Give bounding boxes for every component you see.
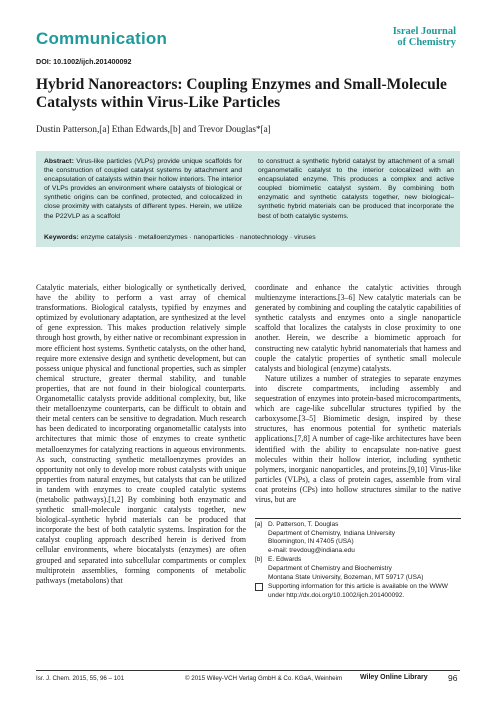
affiliation-line: E. Edwards [268, 556, 302, 564]
footer-citation: Isr. J. Chem. 2015, 55, 96 – 101 [36, 675, 125, 682]
supporting-info [255, 583, 461, 600]
body-right-column [255, 283, 461, 505]
abstract-right-column: to construct a synthetic hybrid catalyst by attachment of a small organometallic catalyst to the interior colocalized with an encapsulated enzyme. This produces a complex and active coupled biomimetic catalyst system. By combining both enzymatic and synthetic catalysts together, new biological–synthetic hybrid materials can be produced that incorporate the best of both catalytic systems. [258, 158, 454, 220]
abstract-left-column [44, 157, 242, 221]
affiliation-line: Bloomington, IN 47405 (USA) [268, 538, 354, 546]
footer-divider [36, 670, 460, 671]
supporting-info-box-icon [255, 583, 263, 594]
page-number: 96 [448, 673, 458, 683]
abstract-text-left: Virus-like particles (VLPs) provide unique scaffolds for the construction of coupled catalyst systems by attachment and encapsulation of catalysts within their hollow interiors. The interior of VLPs provides an environment where catalysts of biological or synthetic origins can be confined, protected, and colocalized in close proximity with catalysts of different types. Herein, we utilize the P22VLP as a scaffold [44, 158, 242, 220]
keywords-label: Keywords: [44, 234, 79, 241]
affiliation-a [255, 521, 461, 555]
body-paragraph: Nature utilizes a number of strategies to separate enzymes into discrete compartments, including assembly and sequestration of enzymes into protein-based microcompartments, which are cage-like subcellular structures typified by the carboxysome.[3–5] Biomimetic design, inspired by these structures, has enormous potential for synthetic materials applications.[7,8] A number of cage-like architectures have been identified with the ability to encapsulate non-native guest molecules within their hollow interior, including synthetic polymers, inorganic nanoparticles, and proteins.[9,10] Virus-like particles (VLPs), a class of protein cages, assemble from viral coat proteins (CPs) into hollow structures similar to the native virus, but are [255, 373, 461, 504]
keywords [44, 234, 316, 241]
affiliation-line: Department of Chemistry, Indiana University [268, 529, 396, 537]
abstract-box [36, 151, 460, 247]
article-title: Hybrid Nanoreactors: Coupling Enzymes and Small-Molecule Catalysts within Virus-Like Particles [36, 76, 447, 111]
affiliation-tag: [a] [255, 521, 263, 528]
affiliation-tag: [b] [255, 556, 263, 564]
body-paragraph: Catalytic materials, either biologically or synthetically derived, have the ability to perform a vast array of chemical transformations. Biological catalysts, typified by enzymes and optimized by evolutionary adaptation, are synthesized at the level of gene expression. This makes production relatively simple through host growth, by either native or recombinant expression in more efficient host systems. Synthetic catalysts, on the other hand, require more extensive design and synthetic development, but can possess unique physical and functional properties, such as simpler chemical structure, greater thermal stability, and tunable properties, that are not found in their biological counterparts. Organometallic catalysts provide additional complexity, but, like their metalloenzyme counterparts, can be difficult to obtain and their metal centers can be sensitive to degradation. Much research has been dedicated to incorporating organometallic catalysts into architectures that mimic those of enzymes to create synthetic metalloenzymes for catalyzing reactions in aqueous environments. As such, constructing synthetic metalloenzymes provides an opportunity not only to develop more robust catalysts with unique properties from natural enzymes, but catalysts that can be utilized in tandem with enzymes to create coupled catalytic systems (metabolic pathways).[1,2] By combining both enzymatic and synthetic small-molecule inorganic catalysts together, new biological–synthetic hybrid materials can be produced that incorporate the best of both catalytic systems. Inspiration for the catalyst coupling approach described herein is derived from cellular environments, where biocatalysts (enzymes) are often grouped and separated into subcellular compartments or complex multiprotein assemblies, forming components of metabolic pathways (metabolons) that [36, 283, 246, 585]
publisher-link[interactable]: Wiley Online Library [360, 674, 428, 681]
affiliation-b [255, 556, 461, 582]
body-left-column [36, 283, 246, 586]
author-list: Dustin Patterson,[a] Ethan Edwards,[b] and Trevor Douglas*[a] [36, 124, 271, 134]
journal-line-1: Israel Journal [392, 26, 456, 37]
affiliations [255, 521, 461, 601]
affiliation-divider [255, 518, 461, 519]
abstract-label: Abstract: [44, 158, 74, 165]
keywords-list: enzyme catalysis · metalloenzymes · nanoparticles · nanotechnology · viruses [80, 234, 316, 241]
affiliation-line: D. Patterson, T. Douglas [268, 521, 339, 528]
doi[interactable]: DOI: 10.1002/ijch.201400092 [36, 57, 132, 66]
supporting-info-text[interactable]: Supporting information for this article is available on the WWW under http://dx.doi.org/10.1002/ijch.201400092. [268, 583, 448, 599]
affiliation-line: Department of Chemistry and Biochemistry [268, 564, 392, 572]
footer-copyright: © 2015 Wiley-VCH Verlag GmbH & Co. KGaA, Weinheim [185, 675, 343, 682]
affiliation-line: Montana State University, Bozeman, MT 59717 (USA) [268, 573, 424, 581]
section-label: Communication [36, 29, 168, 48]
journal-line-2: of Chemistry [397, 37, 456, 48]
affiliation-email[interactable]: e-mail: trevdoug@indiana.edu [268, 546, 355, 554]
journal-name [393, 26, 456, 48]
body-paragraph: coordinate and enhance the catalytic activities through multienzyme interactions.[3–6] New catalytic materials can be generated by combining and coupling the catalytic capabilities of synthetic catalysts and enzymes onto a single nanoparticle scaffold that localizes the catalysts in close proximity to one another. Herein, we describe a biomimetic approach for constructing new catalytic hybrid nanomaterials that harness and couple the catalytic properties of synthetic small molecule catalysts and biological (enzyme) catalysts. [255, 283, 461, 373]
